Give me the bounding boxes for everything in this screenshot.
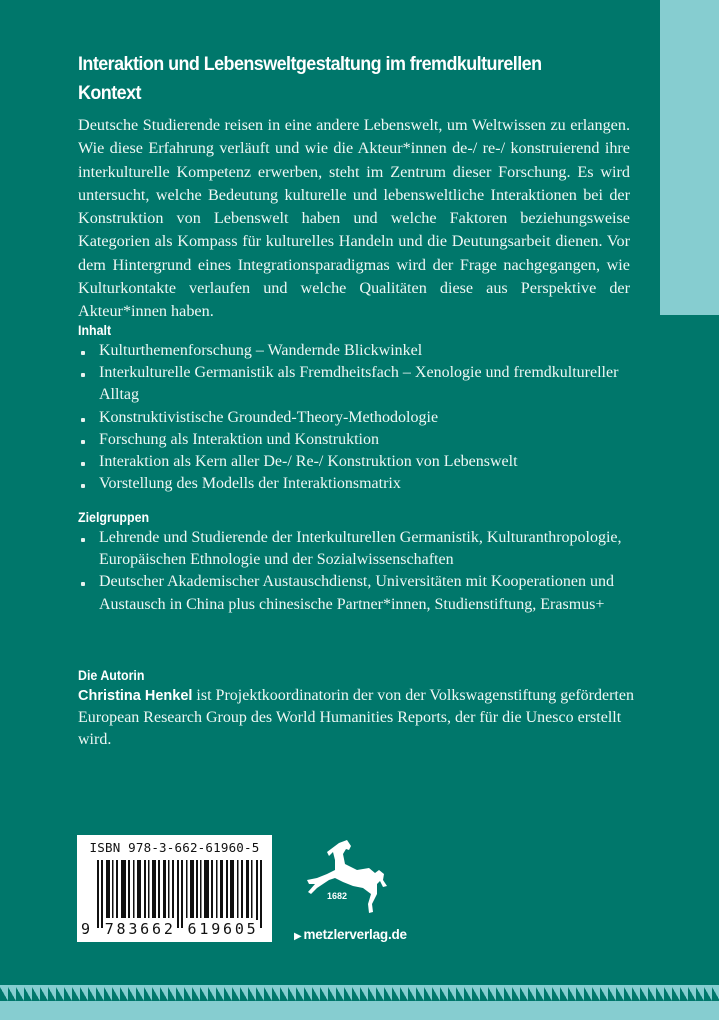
audience-heading: Zielgruppen	[78, 510, 150, 525]
book-title: Interaktion und Lebensweltgestaltung im fremdkulturellen Kontext	[78, 53, 542, 105]
list-item: Interkulturelle Germanistik als Fremdheitsfach – Xenologie und fremdkultureller Alltag	[78, 362, 638, 406]
list-item: Konstruktivistische Grounded-Theory-Methodologie	[78, 407, 638, 429]
play-arrow-icon: ▶	[294, 931, 302, 942]
bottom-accent-band	[0, 1001, 719, 1020]
publisher-website-link[interactable]	[294, 927, 407, 942]
contents-list	[78, 340, 638, 495]
author-heading: Die Autorin	[78, 668, 145, 683]
list-item: Kulturthemenforschung – Wandernde Blickwinkel	[78, 340, 638, 362]
list-item: Lehrende und Studierende der Interkulturellen Germanistik, Kulturanthropologie, Europäischen Ethnologie und der Sozialwissenschaften	[78, 527, 638, 571]
list-item: Interaktion als Kern aller De-/ Re-/ Konstruktion von Lebenswelt	[78, 451, 638, 473]
barcode-bars-icon	[97, 860, 262, 928]
list-item: Forschung als Interaktion und Konstruktion	[78, 429, 638, 451]
publisher-year: 1682	[327, 891, 348, 901]
contents-heading: Inhalt	[78, 323, 112, 338]
audience-list	[78, 527, 638, 616]
isbn-number: ISBN 978-3-662-61960-5	[89, 840, 260, 855]
publisher-url: metzlerverlag.de	[303, 927, 407, 942]
horse-icon	[305, 840, 395, 915]
author-section	[78, 668, 638, 752]
ean-digits: 9 783662 619605	[81, 920, 259, 938]
author-bio	[78, 685, 638, 752]
list-item: Vorstellung des Modells der Interaktionsmatrix	[78, 473, 638, 495]
contents-section	[78, 323, 638, 495]
book-blurb: Deutsche Studierende reisen in eine andere Lebenswelt, um Weltwissen zu erlangen. Wie diese Erfahrung verläuft und wie die Akteur*innen de-/ re-/ konstruierend ihre interkulturelle Kompetenz erwerben, steht im Zentrum dieser Forschung. Es wird untersucht, welche Bedeutung kulturelle und lebensweltliche Interaktionen bei der Konstruktion von Lebenswelt haben und welche Faktoren beziehungsweise Kategorien als Kompass für kulturelles Handeln und die Deutungsarbeit dienen. Vor dem Hintergrund eines Integrationsparadigmas wird der Frage nachgegangen, wie Kulturkontakte verlaufen und welche Qualitäten diese aus Perspektive der Akteur*innen haben.	[78, 116, 630, 321]
triangle-pattern-strip	[0, 987, 719, 1001]
list-item: Deutscher Akademischer Austauschdienst, Universitäten mit Kooperationen und Austausch in China plus chinesische Partner*innen, Studienstiftung, Erasmus+	[78, 571, 638, 615]
author-name: Christina Henkel	[78, 688, 193, 704]
audience-section	[78, 510, 638, 616]
accent-side-panel	[660, 0, 719, 315]
isbn-barcode	[77, 835, 272, 942]
author-bio-text: ist Projektkoordinatorin der von der Volkswagenstiftung geförderten European Research Group des World Humanities Reports, der für die Unesco erstellt wird.	[78, 687, 634, 749]
